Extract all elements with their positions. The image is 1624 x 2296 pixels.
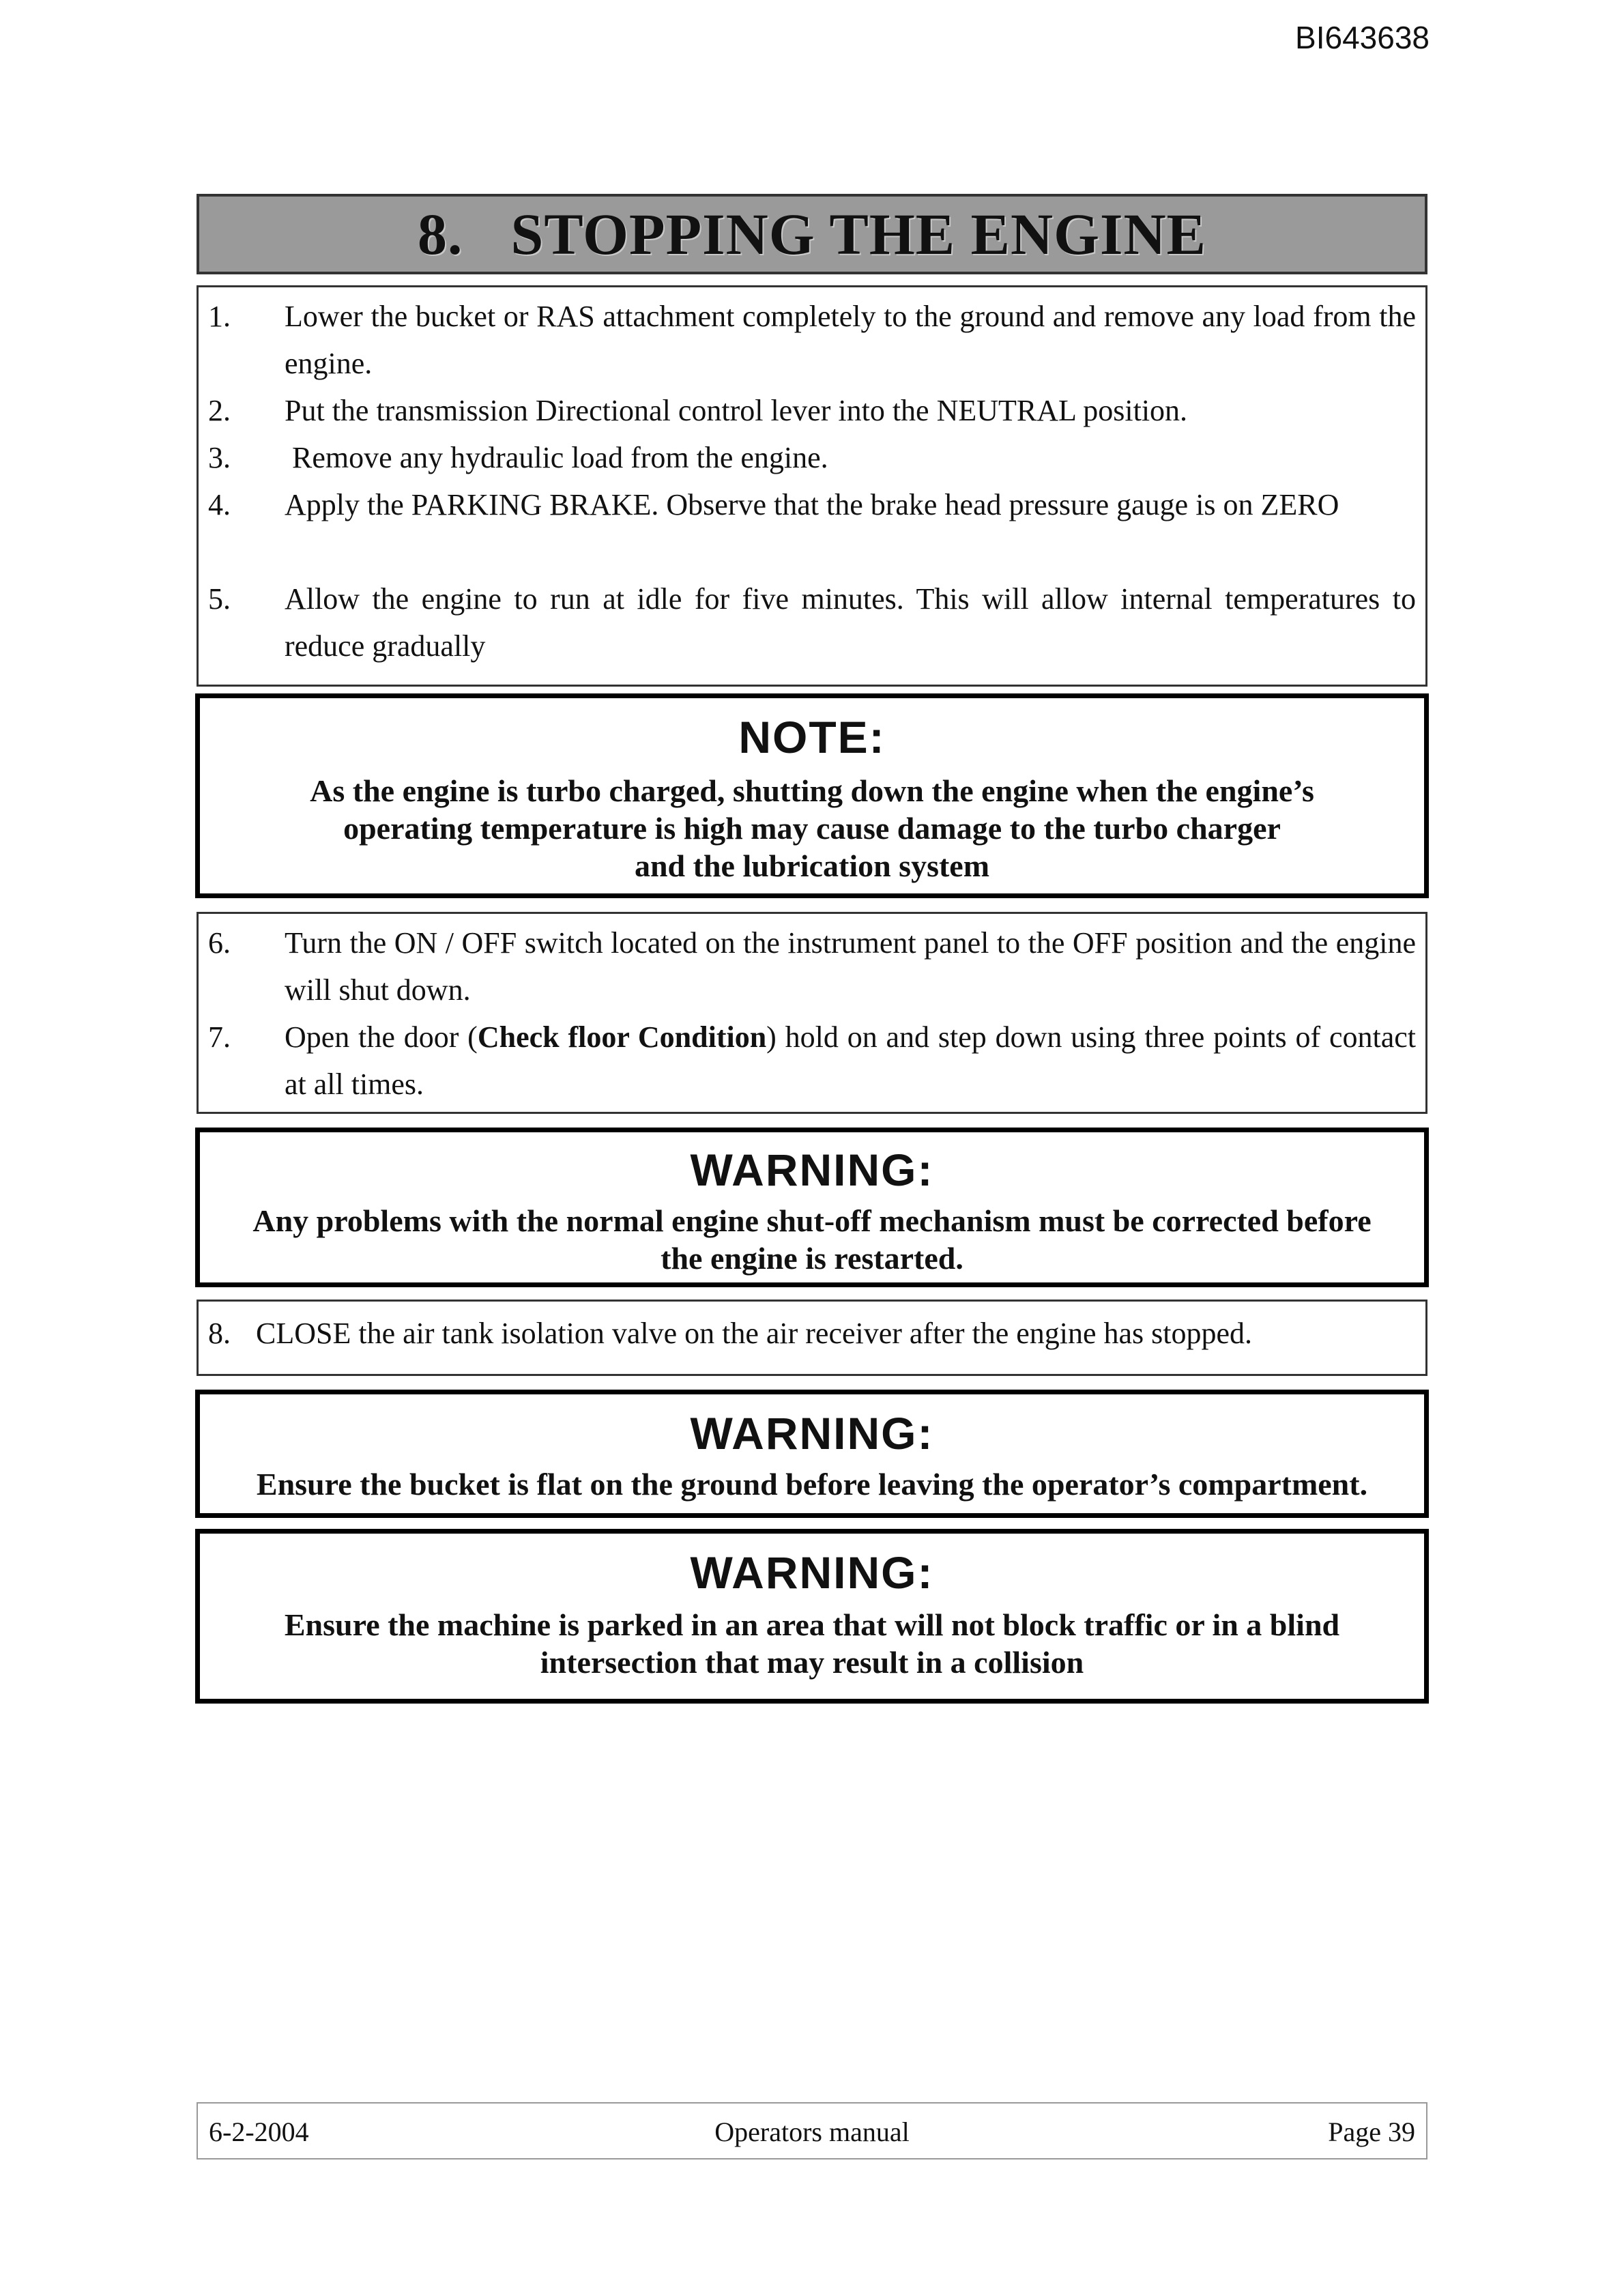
warning-heading: WARNING:	[690, 1547, 934, 1598]
note-heading: NOTE:	[738, 712, 886, 762]
footer-date: 6-2-2004	[209, 2116, 309, 2147]
warning-line: intersection that may result in a collision	[540, 1645, 1084, 1680]
warning-text	[200, 1202, 1424, 1277]
warning-text	[200, 1606, 1424, 1681]
warning-line: the engine is restarted.	[661, 1241, 963, 1276]
footer-page-number: Page 39	[1328, 2116, 1415, 2147]
step-item	[208, 481, 1416, 575]
step-text: Apply the PARKING BRAKE. Observe that the brake head pressure gauge is on ZERO	[285, 488, 1339, 521]
steps-box-1	[197, 285, 1427, 687]
step-number: 7.	[208, 1020, 231, 1054]
warning-heading: WARNING:	[690, 1408, 934, 1459]
step-item	[208, 1014, 1416, 1108]
step-text: Turn the ON / OFF switch located on the instrument panel to the OFF position and the engine will shut down.	[285, 926, 1416, 1007]
warning-line: Any problems with the normal engine shut-off mechanism must be corrected before	[252, 1203, 1372, 1238]
step-number: 8.	[208, 1317, 231, 1350]
step-number: 3.	[208, 441, 231, 474]
step-item	[208, 919, 1416, 1014]
step-number: 4.	[208, 488, 231, 521]
step-text: Remove any hydraulic load from the engine.	[285, 441, 828, 474]
step-text: Put the transmission Directional control lever into the NEUTRAL position.	[285, 394, 1188, 427]
note-line: As the engine is turbo charged, shutting down the engine when the engine’s	[310, 773, 1314, 808]
note-line: operating temperature is high may cause damage to the turbo charger	[343, 811, 1281, 846]
step-number: 5.	[208, 582, 231, 616]
step-item	[208, 387, 1416, 434]
step-item	[208, 293, 1416, 387]
step-item	[208, 434, 1416, 481]
step-item	[208, 575, 1416, 670]
steps-box-2	[197, 912, 1427, 1114]
step-text-part: Open the door (	[285, 1020, 478, 1054]
step-text: CLOSE the air tank isolation valve on the air receiver after the engine has stopped.	[256, 1317, 1253, 1350]
section-title-text: STOPPING THE ENGINE	[510, 201, 1206, 267]
step-text: Allow the engine to run at idle for five minutes. This will allow internal temperatures to reduce gradually	[285, 582, 1416, 663]
step-item	[208, 1310, 1416, 1357]
page-footer	[197, 2102, 1427, 2159]
note-line: and the lubrication system	[634, 848, 990, 883]
step-number: 6.	[208, 926, 231, 960]
step-text: Lower the bucket or RAS attachment completely to the ground and remove any load from the engine.	[285, 300, 1416, 380]
section-title-bar	[197, 194, 1427, 274]
section-title	[418, 200, 1206, 268]
warning-line: Ensure the machine is parked in an area that will not block traffic or in a blind	[284, 1607, 1340, 1642]
warning-box	[195, 1128, 1429, 1287]
warning-box	[195, 1390, 1429, 1518]
warning-line: Ensure the bucket is flat on the ground before leaving the operator’s compartment.	[256, 1467, 1368, 1502]
section-number: 8.	[418, 201, 463, 267]
warning-box	[195, 1529, 1429, 1704]
step-text	[285, 1014, 1416, 1108]
step-text-emphasis: Check floor Condition	[477, 1020, 767, 1054]
step-text-part: ) hold on and step down using three points of contact at all times.	[285, 1020, 1416, 1101]
warning-text	[200, 1465, 1424, 1503]
step-number: 1.	[208, 300, 231, 333]
note-box	[195, 693, 1429, 898]
step-number: 2.	[208, 394, 231, 427]
document-id: BI643638	[1295, 20, 1430, 55]
footer-title: Operators manual	[714, 2116, 910, 2147]
step-8-box	[197, 1300, 1427, 1376]
warning-heading: WARNING:	[690, 1145, 934, 1195]
note-text	[200, 772, 1424, 885]
